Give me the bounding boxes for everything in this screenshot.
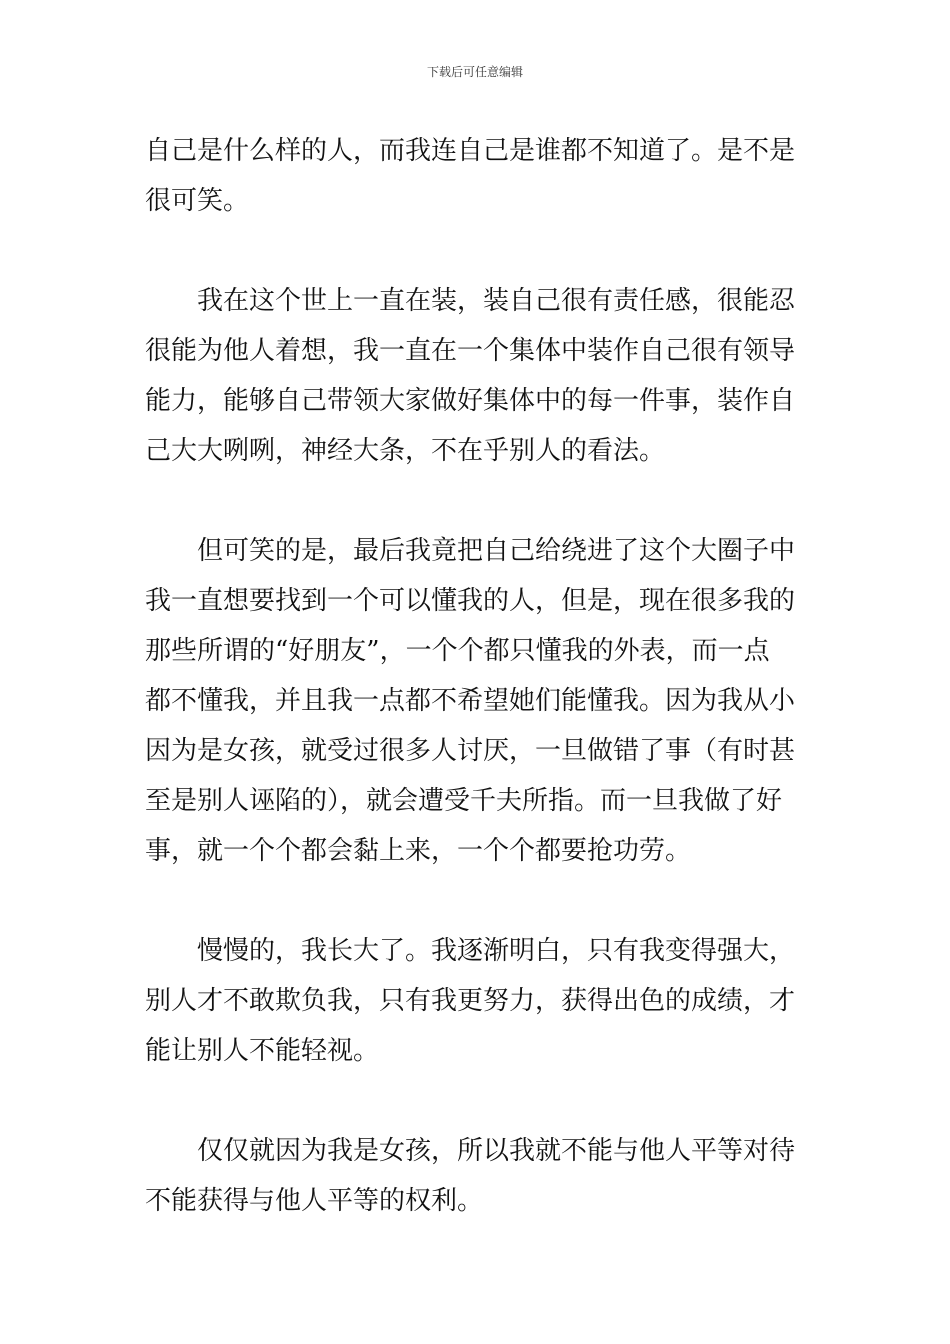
paragraph-line: 能让别人不能轻视。 bbox=[145, 1036, 380, 1066]
paragraph-line: 能力，能够自己带领大家做好集体中的每一件事，装作自 bbox=[145, 386, 796, 416]
page-header: 下载后可任意编辑 bbox=[426, 65, 523, 79]
paragraph-4 bbox=[145, 926, 810, 1076]
paragraph-line: 不能获得与他人平等的权利。 bbox=[145, 1186, 484, 1216]
paragraph-5 bbox=[145, 1126, 810, 1226]
paragraph-line: 我一直想要找到一个可以懂我的人，但是，现在很多我的 bbox=[145, 586, 796, 616]
paragraph-line: 事，就一个个都会黏上来，一个个都要抢功劳。 bbox=[145, 836, 692, 866]
paragraph-line: 至是别人诬陷的），就会遭受千夫所指。而一旦我做了好 bbox=[145, 786, 783, 816]
paragraph-line: 我在这个世上一直在装，装自己很有责任感，很能忍 bbox=[197, 286, 796, 316]
paragraph-gap bbox=[145, 1076, 810, 1126]
paragraph-line: 因为是女孩，就受过很多人讨厌，一旦做错了事（有时甚 bbox=[145, 736, 796, 766]
document-body bbox=[145, 126, 810, 1226]
paragraph-line: 自己是什么样的人，而我连自己是谁都不知道了。是不是 bbox=[145, 136, 796, 166]
paragraph-gap bbox=[145, 876, 810, 926]
paragraph-line: 那些所谓的“好朋友”，一个个都只懂我的外表，而一点 bbox=[145, 636, 770, 666]
paragraph-2 bbox=[145, 276, 810, 476]
paragraph-line: 慢慢的，我长大了。我逐渐明白，只有我变得强大， bbox=[197, 936, 796, 966]
paragraph-line: 很能为他人着想，我一直在一个集体中装作自己很有领导 bbox=[145, 336, 796, 366]
paragraph-line: 都不懂我，并且我一点都不希望她们能懂我。因为我从小 bbox=[145, 686, 796, 716]
paragraph-line: 很可笑。 bbox=[145, 186, 250, 216]
paragraph-line: 仅仅就因为我是女孩，所以我就不能与他人平等对待 bbox=[197, 1136, 796, 1166]
paragraph-1 bbox=[145, 126, 810, 226]
paragraph-gap bbox=[145, 476, 810, 526]
paragraph-line: 己大大咧咧，神经大条，不在乎别人的看法。 bbox=[145, 436, 666, 466]
paragraph-gap bbox=[145, 226, 810, 276]
paragraph-3 bbox=[145, 526, 810, 876]
paragraph-line: 别人才不敢欺负我，只有我更努力，获得出色的成绩，才 bbox=[145, 986, 796, 1016]
paragraph-line: 但可笑的是，最后我竟把自己给绕进了这个大圈子中 bbox=[197, 536, 796, 566]
